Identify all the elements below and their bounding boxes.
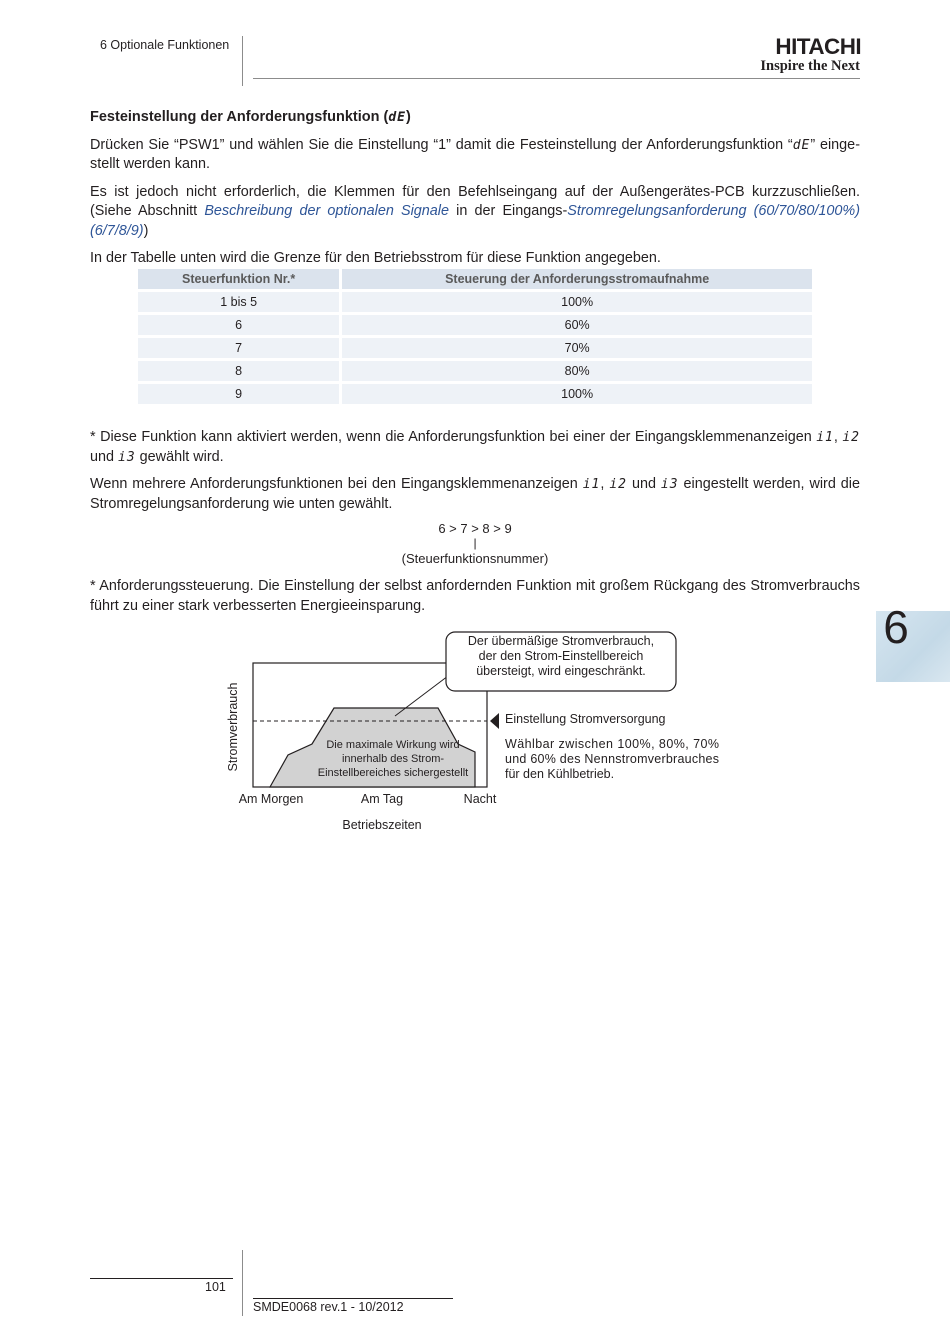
- table-cell: 1 bis 5: [138, 292, 339, 312]
- document-id: SMDE0068 rev.1 - 10/2012: [253, 1300, 404, 1314]
- setting-note-line: und 60% des Nennstromverbrauches: [505, 752, 719, 766]
- link-current-control[interactable]: Stromregelungsanforderung (60/70/80/100%) (6/7/8/9): [90, 203, 861, 239]
- table-cell: 70%: [342, 338, 812, 358]
- code-i2: i2: [609, 477, 627, 492]
- x-axis-label: Betriebszeiten: [342, 818, 422, 832]
- note1-sep: ,: [833, 429, 843, 445]
- x-tick-label: Am Tag: [360, 792, 404, 806]
- callout-line: Der übermäßige Stromverbrauch,: [467, 634, 655, 648]
- p1-text-a: Drücken Sie “PSW1” und wählen Sie die Einstellung “1” damit die Festeinstellung der Anforderungsfunktion “: [90, 136, 793, 153]
- setting-marker-icon: [490, 713, 499, 729]
- table-cell: 9: [138, 384, 339, 404]
- chapter-tab-number: 6: [883, 601, 909, 653]
- note2-und: und: [626, 476, 661, 492]
- note2-sep: ,: [600, 476, 610, 492]
- logo-wordmark: HITACHI: [775, 34, 862, 59]
- paragraph-table-intro: In der Tabelle unten wird die Grenze für den Betriebsstrom für diese Funktion angegeben.: [90, 250, 661, 266]
- note1-text-b: gewählt wird.: [135, 448, 224, 465]
- code-i2: i2: [842, 430, 860, 445]
- table-cell: 8: [138, 361, 339, 381]
- p1-text-b: ” eingestellt werden kann.: [90, 136, 860, 172]
- running-header-chapter: 6 Optionale Funktionen: [100, 38, 230, 52]
- note2-text-b: eingestellt werden, wird die Stromregelungsanforderung wie unten gewählt.: [90, 476, 860, 512]
- x-tick-label: Nacht: [463, 792, 497, 806]
- p2-text-b: in der Eingangs-: [449, 203, 568, 219]
- footer-rule-right: [253, 1298, 453, 1299]
- setting-label: Einstellung Stromversorgung: [505, 712, 666, 726]
- inner-label-line: innerhalb des Strom-: [341, 753, 445, 765]
- inner-label-line: Einstellbereiches sichergestellt: [317, 767, 469, 779]
- table-header-cell: Steuerfunktion Nr.*: [138, 269, 339, 289]
- y-axis-label: Stromverbrauch: [226, 682, 240, 772]
- link-optional-signals[interactable]: Beschreibung der optionalen Signale: [204, 203, 449, 219]
- heading-code: dE: [388, 110, 406, 125]
- priority-sequence-bar: |: [473, 536, 477, 550]
- priority-sequence: 6 > 7 > 8 > 9: [438, 521, 512, 536]
- p1-code: dE: [792, 137, 811, 153]
- callout-line: der den Strom-Einstellbereich: [478, 649, 644, 663]
- heading-text: Festeinstellung der Anforderungsfunktion (: [90, 109, 389, 125]
- table-cell: 60%: [342, 315, 812, 335]
- logo-tagline: Inspire the Next: [760, 58, 860, 74]
- note1-text-a: * Diese Funktion kann aktiviert werden, wenn die Anforderungsfunktion bei einer der Eingangsklemmenanzeigen: [90, 429, 817, 445]
- setting-note-line: für den Kühlbetrieb.: [505, 767, 615, 781]
- page-number: 101: [205, 1280, 226, 1294]
- priority-sequence-label: (Steuerfunktionsnummer): [401, 551, 549, 566]
- table-cell: 100%: [342, 292, 812, 312]
- p2-text-c: ): [143, 222, 149, 239]
- setting-note-line: Wählbar zwischen 100%, 80%, 70%: [505, 737, 719, 751]
- note1-und: und: [90, 448, 119, 465]
- p2-text-a: Es ist jedoch nicht erforderlich, die Klemmen für den Befehlseingang auf der Außengerätes-PCB kurzzuschließen. (Siehe Abschnitt: [90, 183, 860, 219]
- note-demand-control: * Anforderungssteuerung. Die Einstellung der selbst anfordernden Funktion mit großem Rückgang des Stromverbrauchs führt zu einer stark verbesserten Energieeinsparung.: [90, 578, 860, 614]
- code-i3: i3: [118, 449, 136, 465]
- callout-line: übersteigt, wird eingeschränkt.: [476, 664, 646, 678]
- table-header-cell: Steuerung der Anforderungsstromaufnahme: [342, 269, 812, 289]
- table-cell: 7: [138, 338, 339, 358]
- footer-divider-vertical: [242, 1250, 243, 1316]
- heading-end: ): [405, 109, 411, 125]
- table-cell: 6: [138, 315, 339, 335]
- code-i3: i3: [660, 477, 679, 492]
- table-cell: 100%: [342, 384, 812, 404]
- inner-label-line: Die maximale Wirkung wird: [326, 739, 460, 751]
- table-cell: 80%: [342, 361, 812, 381]
- code-i1: i1: [816, 430, 834, 445]
- x-tick-label: Am Morgen: [238, 792, 304, 806]
- footer-rule-left: [90, 1278, 233, 1279]
- code-i1: i1: [582, 477, 601, 492]
- note2-text-a: Wenn mehrere Anforderungsfunktionen bei den Eingangsklemmenanzeigen: [90, 476, 583, 492]
